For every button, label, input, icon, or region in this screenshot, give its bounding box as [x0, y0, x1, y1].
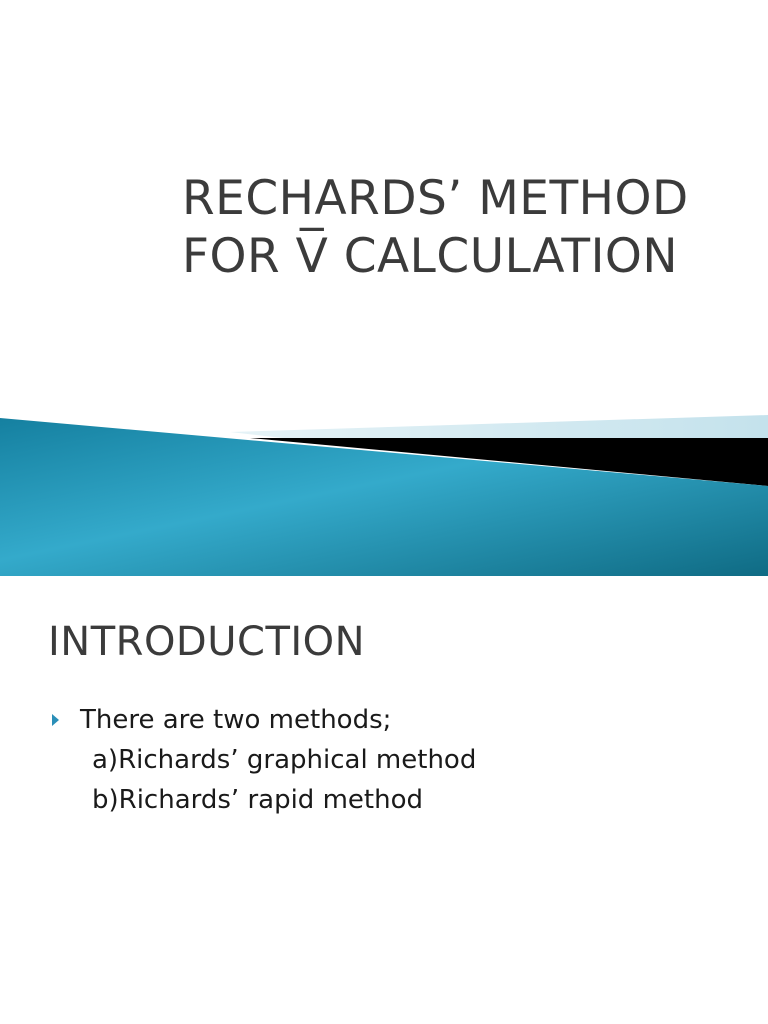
decorative-banner: [0, 410, 768, 576]
banner-pale-stripe: [230, 415, 768, 440]
introduction-slide: [0, 576, 768, 1024]
bullet-text: There are two methods;: [80, 705, 392, 735]
triangle-bullet-icon: [52, 714, 59, 726]
slide-title: [182, 170, 742, 286]
sub-list-item: b)Richards’ rapid method: [92, 785, 423, 815]
bullet-list: [52, 700, 476, 820]
sub-list-item: a)Richards’ graphical method: [92, 745, 477, 775]
section-heading: INTRODUCTION: [48, 619, 366, 665]
slide-title-line-1: RECHARDS’ METHOD: [182, 171, 689, 226]
list-item: [52, 700, 476, 740]
slide-title-line-2: FOR V̅ CALCULATION: [182, 229, 679, 284]
